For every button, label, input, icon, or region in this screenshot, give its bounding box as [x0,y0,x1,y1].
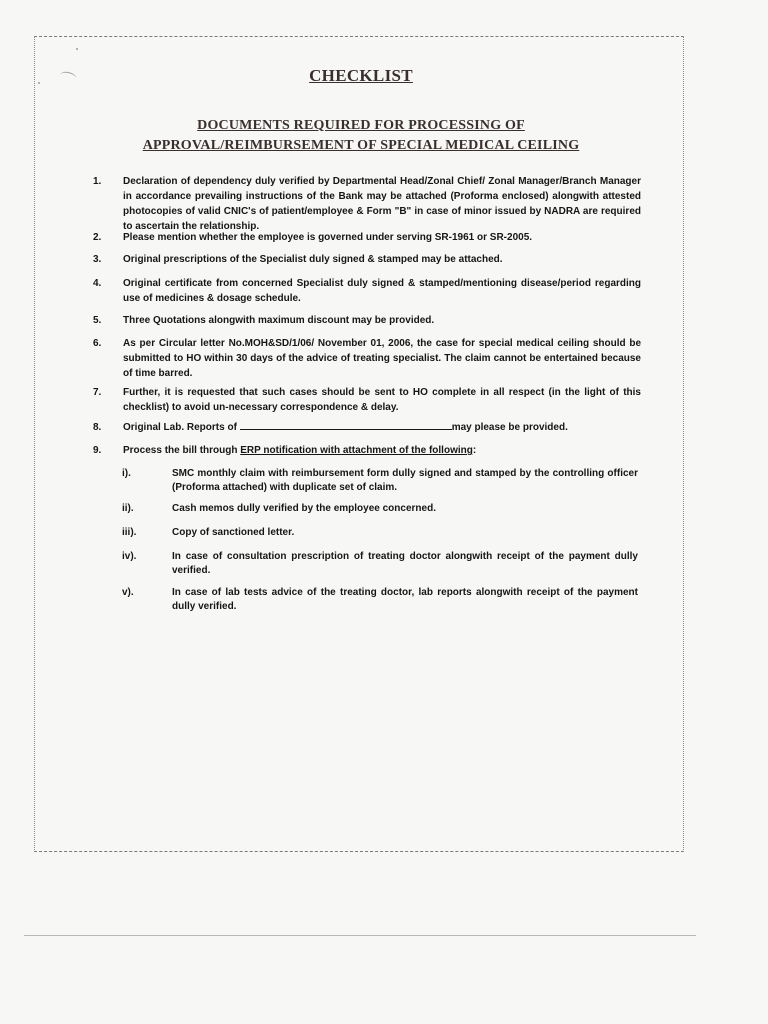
item-text: Declaration of dependency duly verified by Departmental Head/Zonal Chief/ Zonal Manager/Branch Manager in accordance prevailing instructions of the Bank may be attached (Proforma enclosed) alongwith attested photocopies of valid CNIC's of patient/employee & Form "B" in case of minor issued by NADRA are required to ascertain the relationship. [123,176,641,232]
item-text: Please mention whether the employee is governed under serving SR-1961 or SR-2005. [123,232,533,243]
document-subtitle-line2: APPROVAL/REIMBURSEMENT OF SPECIAL MEDICAL CEILING [142,138,580,153]
checklist-item-3 [93,252,641,267]
scan-artifact [76,48,78,50]
checklist-item-9 [93,443,641,458]
checklist-item-8 [93,420,641,435]
subitem-text: Cash memos dully verified by the employee concerned. [172,503,436,514]
item-number: 3. [93,254,102,265]
checklist-subitem-v [122,586,638,614]
item-number: 4. [93,278,102,289]
checklist-subitem-i [122,467,638,495]
subitem-number: ii). [122,503,134,514]
checklist-item-2 [93,230,641,245]
item-text: As per Circular letter No.MOH&SD/1/06/ November 01, 2006, the case for special medical ceiling should be submitted to HO within 30 days of the advice of treating specialist. The claim cannot be entertained because of time barred. [123,338,641,379]
item-text-underlined: ERP notification with attachment of the following [240,445,473,456]
item-number: 7. [93,387,102,398]
item-number: 8. [93,422,102,433]
checklist-item-7 [93,385,641,415]
checklist-item-4 [93,276,641,306]
document-title: CHECKLIST [309,66,413,85]
document-subtitle-line1: DOCUMENTS REQUIRED FOR PROCESSING OF [197,118,525,133]
item-text: Original certificate from concerned Specialist duly signed & stamped/mentioning disease/period regarding use of medicines & dosage schedule. [123,278,641,304]
item-text-before: Process the bill through [123,445,241,456]
subitem-text: In case of lab tests advice of the treating doctor, lab reports alongwith receipt of the payment dully verified. [172,587,638,612]
item-text [123,420,641,435]
item-text [123,443,641,458]
item-text-after: : [472,445,477,456]
checklist-subitem-iv [122,550,638,578]
checklist-item-5 [93,313,641,328]
item-number: 5. [93,315,102,326]
checklist-item-6 [93,336,641,381]
item-number: 2. [93,232,102,243]
item-text: Three Quotations alongwith maximum discount may be provided. [123,315,435,326]
item-text: Original prescriptions of the Specialist duly signed & stamped may be attached. [123,254,503,265]
subitem-number: i). [122,468,131,479]
item-number: 1. [93,176,102,187]
subitem-text: SMC monthly claim with reimbursement form dully signed and stamped by the controlling officer (Proforma attached) with duplicate set of claim. [172,468,638,493]
checklist-item-1 [93,174,641,234]
subitem-text: Copy of sanctioned letter. [172,527,295,538]
subitem-text: In case of consultation prescription of treating doctor alongwith receipt of the payment dully verified. [172,551,638,576]
subitem-number: iv). [122,551,137,562]
item-text-before: Original Lab. Reports of [123,422,240,433]
subitem-number: v). [122,587,134,598]
fill-in-blank-line[interactable] [240,420,452,430]
checklist-subitem-iii [122,526,638,540]
item-number: 6. [93,338,102,349]
item-text-after: may please be provided. [451,422,568,433]
bottom-rule [24,935,696,936]
subitem-number: iii). [122,527,137,538]
item-number: 9. [93,445,102,456]
item-text: Further, it is requested that such cases should be sent to HO complete in all respect (in the light of this checklist) to avoid un-necessary correspondence & delay. [123,387,641,413]
checklist-subitem-ii [122,502,638,516]
